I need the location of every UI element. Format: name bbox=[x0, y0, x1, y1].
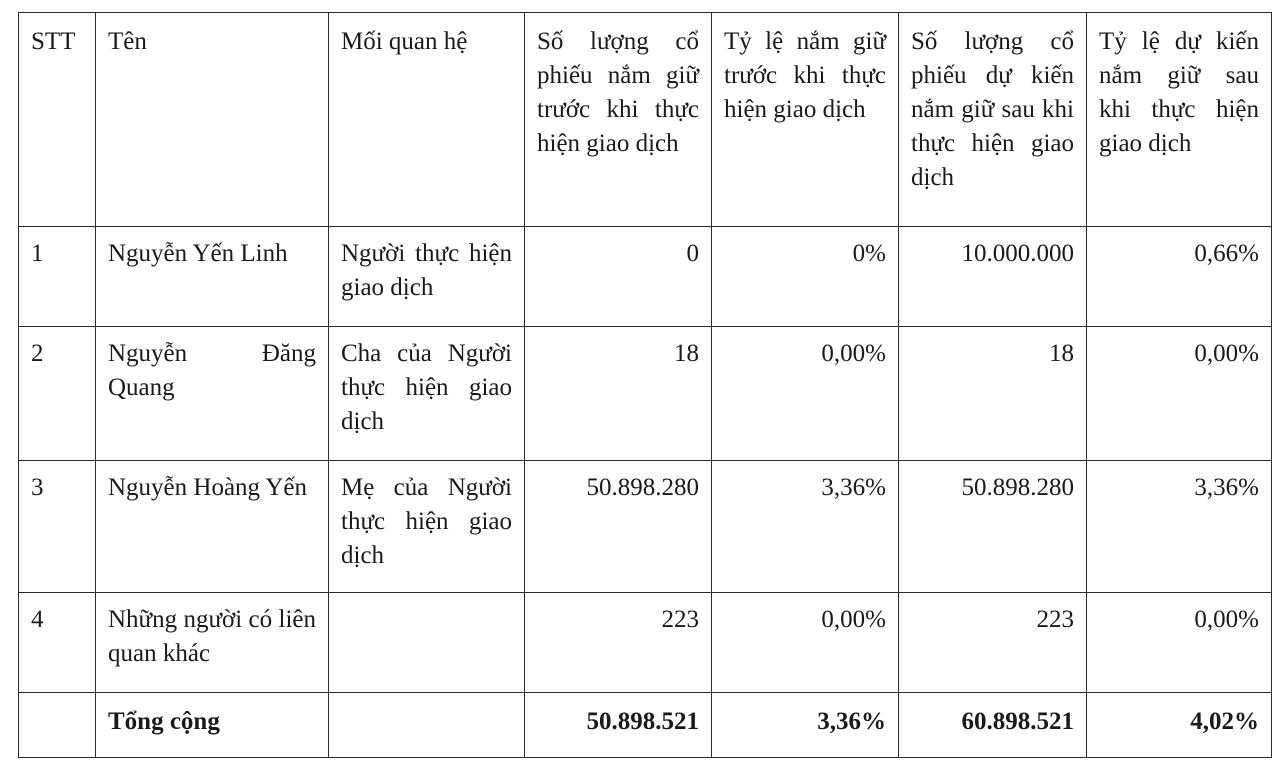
row-stt: 1 bbox=[19, 227, 96, 327]
header-ratio-before: Tỷ lệ nắm giữ trước khi thực hiện giao dịch bbox=[712, 13, 899, 227]
table-header-row bbox=[19, 13, 1272, 227]
total-relation-empty bbox=[329, 693, 525, 758]
row-shares-before: 0 bbox=[525, 227, 712, 327]
total-ratio-after: 4,02% bbox=[1087, 693, 1272, 758]
row-stt: 2 bbox=[19, 327, 96, 461]
row-shares-after: 18 bbox=[899, 327, 1087, 461]
header-ratio-after: Tỷ lệ dự kiến nắm giữ sau khi thực hiện giao dịch bbox=[1087, 13, 1272, 227]
table-row bbox=[19, 593, 1272, 693]
header-stt: STT bbox=[19, 13, 96, 227]
total-stt-empty bbox=[19, 693, 96, 758]
table-row bbox=[19, 327, 1272, 461]
row-stt: 4 bbox=[19, 593, 96, 693]
table-row bbox=[19, 227, 1272, 327]
row-name: Những người có liên quan khác bbox=[96, 593, 329, 693]
table-row bbox=[19, 461, 1272, 593]
row-name: Nguyễn Hoàng Yến bbox=[96, 461, 329, 593]
table-total-row bbox=[19, 693, 1272, 758]
row-relation bbox=[329, 593, 525, 693]
total-shares-after: 60.898.521 bbox=[899, 693, 1087, 758]
header-name: Tên bbox=[96, 13, 329, 227]
total-shares-before: 50.898.521 bbox=[525, 693, 712, 758]
row-name: Nguyễn Yến Linh bbox=[96, 227, 329, 327]
row-ratio-before: 0% bbox=[712, 227, 899, 327]
row-stt: 3 bbox=[19, 461, 96, 593]
header-relation: Mối quan hệ bbox=[329, 13, 525, 227]
header-shares-before: Số lượng cổ phiếu nắm giữ trước khi thực hiện giao dịch bbox=[525, 13, 712, 227]
row-shares-before: 50.898.280 bbox=[525, 461, 712, 593]
row-shares-after: 50.898.280 bbox=[899, 461, 1087, 593]
row-relation: Cha của Người thực hiện giao dịch bbox=[329, 327, 525, 461]
row-shares-after: 223 bbox=[899, 593, 1087, 693]
row-ratio-before: 0,00% bbox=[712, 327, 899, 461]
row-shares-before: 18 bbox=[525, 327, 712, 461]
total-ratio-before: 3,36% bbox=[712, 693, 899, 758]
row-ratio-after: 0,00% bbox=[1087, 327, 1272, 461]
row-name: Nguyễn Đăng Quang bbox=[96, 327, 329, 461]
row-shares-after: 10.000.000 bbox=[899, 227, 1087, 327]
total-label: Tổng cộng bbox=[96, 693, 329, 758]
row-ratio-after: 0,00% bbox=[1087, 593, 1272, 693]
shareholding-table bbox=[18, 12, 1272, 758]
row-ratio-before: 0,00% bbox=[712, 593, 899, 693]
row-relation: Người thực hiện giao dịch bbox=[329, 227, 525, 327]
row-ratio-after: 3,36% bbox=[1087, 461, 1272, 593]
row-shares-before: 223 bbox=[525, 593, 712, 693]
header-shares-after: Số lượng cổ phiếu dự kiến nắm giữ sau khi thực hiện giao dịch bbox=[899, 13, 1087, 227]
row-ratio-after: 0,66% bbox=[1087, 227, 1272, 327]
row-relation: Mẹ của Người thực hiện giao dịch bbox=[329, 461, 525, 593]
row-ratio-before: 3,36% bbox=[712, 461, 899, 593]
